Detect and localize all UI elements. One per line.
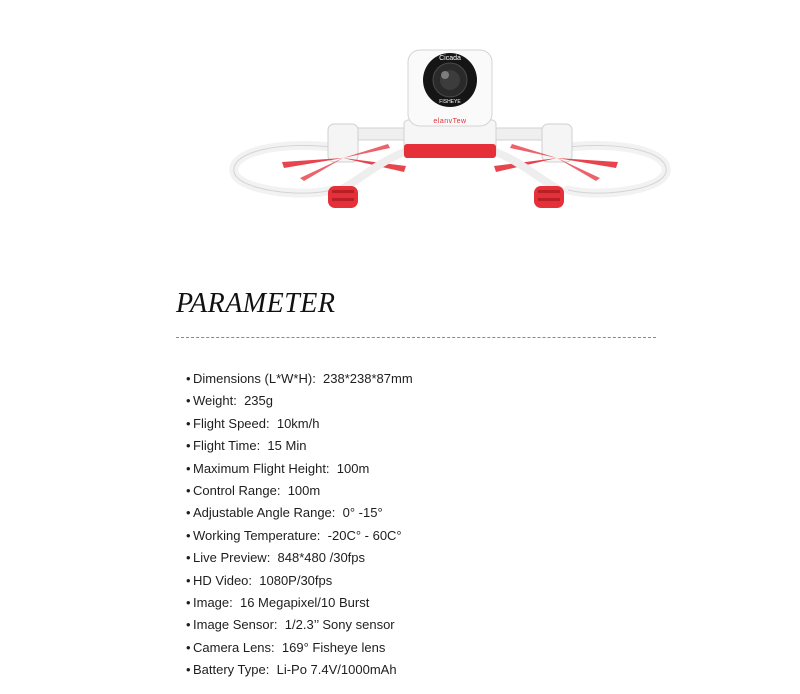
spec-value: 235g bbox=[244, 393, 273, 409]
spec-label: Control Range: bbox=[193, 482, 281, 498]
lens-text: FISHEYE bbox=[439, 99, 461, 105]
bullet-icon: • bbox=[186, 617, 191, 633]
bullet-icon: • bbox=[186, 639, 191, 655]
bullet-icon: • bbox=[186, 550, 191, 566]
rear-left-motor bbox=[328, 124, 358, 162]
spec-value: 15 Min bbox=[267, 438, 307, 454]
spec-item bbox=[186, 637, 413, 659]
spec-label: Adjustable Angle Range: bbox=[193, 505, 336, 521]
spec-label: Image Sensor: bbox=[193, 617, 278, 633]
spec-value: 10km/h bbox=[276, 415, 320, 431]
bullet-icon: • bbox=[186, 505, 191, 521]
spec-item bbox=[186, 413, 413, 435]
spec-value: 0° -15° bbox=[342, 505, 383, 521]
body-brand-text: elanvTew bbox=[433, 118, 467, 125]
parameter-title: PARAMETER bbox=[176, 288, 336, 319]
bullet-icon: • bbox=[186, 572, 191, 588]
bullet-icon: • bbox=[186, 438, 191, 454]
spec-label: Flight Time: bbox=[193, 438, 261, 454]
spec-value: 1/2.3’’ Sony sensor bbox=[284, 617, 395, 633]
title-divider bbox=[176, 337, 656, 338]
spec-label: Live Preview: bbox=[193, 550, 271, 566]
front-right-motor-cap bbox=[534, 186, 564, 208]
spec-item bbox=[186, 435, 413, 457]
spec-item bbox=[186, 570, 413, 592]
spec-label: Camera Lens: bbox=[193, 639, 275, 655]
spec-value: 16 Megapixel/10 Burst bbox=[239, 594, 370, 610]
body-red-stripe bbox=[404, 144, 496, 158]
front-left-motor-cap bbox=[328, 186, 358, 208]
spec-value: 848*480 /30fps bbox=[277, 550, 366, 566]
bullet-icon: • bbox=[186, 527, 191, 543]
spec-value: 238*238*87mm bbox=[323, 371, 413, 386]
spec-item bbox=[186, 480, 413, 502]
bullet-icon: • bbox=[186, 460, 191, 476]
spec-value: 169° Fisheye lens bbox=[281, 639, 386, 655]
spec-list bbox=[186, 368, 413, 681]
spec-item bbox=[186, 390, 413, 412]
spec-label: Weight: bbox=[193, 393, 237, 409]
spec-value: Li-Po 7.4V/1000mAh bbox=[276, 662, 397, 678]
spec-label: Battery Type: bbox=[193, 662, 270, 678]
bullet-icon: • bbox=[186, 371, 191, 386]
spec-item bbox=[186, 368, 413, 390]
drone-product-image bbox=[220, 40, 680, 240]
spec-value: 100m bbox=[336, 460, 370, 476]
bullet-icon: • bbox=[186, 415, 191, 431]
spec-item bbox=[186, 614, 413, 636]
bullet-icon: • bbox=[186, 662, 191, 678]
spec-value: 1080P/30fps bbox=[259, 572, 333, 588]
camera-brand-text: Cicada bbox=[439, 55, 461, 62]
spec-label: Dimensions (L*W*H): bbox=[193, 371, 316, 386]
spec-label: Working Temperature: bbox=[193, 527, 321, 543]
spec-item bbox=[186, 458, 413, 480]
spec-label: Maximum Flight Height: bbox=[193, 460, 330, 476]
spec-label: Flight Speed: bbox=[193, 415, 270, 431]
spec-label: Image: bbox=[193, 594, 233, 610]
spec-value: -20C° - 60C° bbox=[327, 527, 402, 543]
spec-item bbox=[186, 502, 413, 524]
spec-item bbox=[186, 547, 413, 569]
rear-right-motor bbox=[542, 124, 572, 162]
right-prop-guard bbox=[560, 145, 666, 193]
bullet-icon: • bbox=[186, 594, 191, 610]
spec-item bbox=[186, 525, 413, 547]
spec-label: HD Video: bbox=[193, 572, 253, 588]
bullet-icon: • bbox=[186, 393, 191, 409]
bullet-icon: • bbox=[186, 482, 191, 498]
left-prop-guard bbox=[234, 145, 340, 193]
spec-value: 100m bbox=[287, 482, 321, 498]
spec-item bbox=[186, 659, 413, 681]
spec-item bbox=[186, 592, 413, 614]
